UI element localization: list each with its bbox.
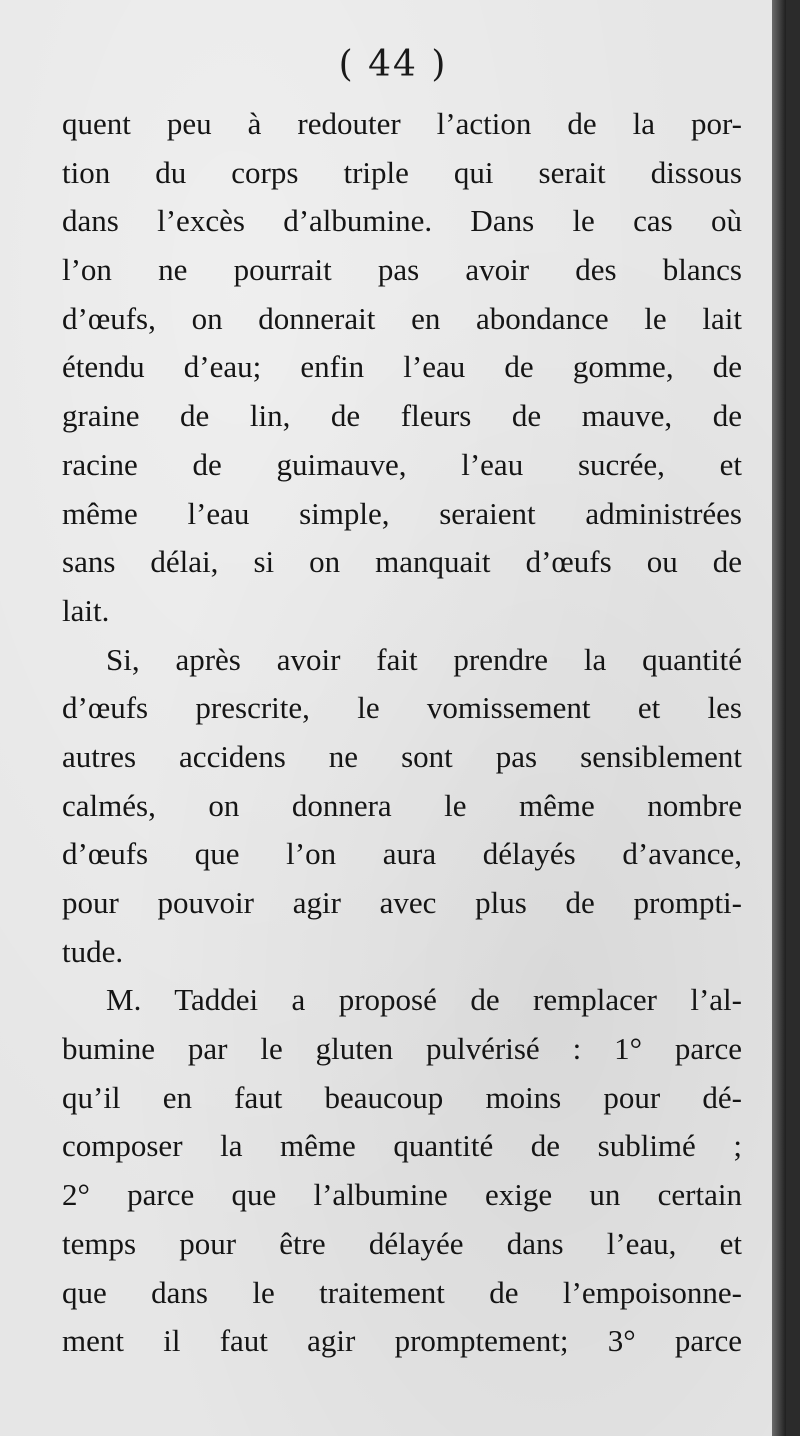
page-edge-shadow	[772, 0, 786, 1436]
text-line: d’œufs prescrite, le vomissement et les	[62, 690, 742, 726]
text-line: sans délai, si on manquait d’œufs ou de	[62, 544, 742, 580]
text-line: même l’eau simple, seraient administrées	[62, 495, 742, 531]
text-line: bumine par le gluten pulvérisé : 1° parce	[62, 1031, 742, 1067]
text-line: lait.	[62, 592, 110, 628]
text-line: tion du corps triple qui serait dissous	[62, 154, 742, 190]
text-line: ment il faut agir promptement; 3° parce	[62, 1323, 742, 1359]
text-line: étendu d’eau; enfin l’eau de gomme, de	[62, 349, 742, 385]
text-line: Si, après avoir fait prendre la quantité	[106, 641, 742, 677]
text-line: tude.	[62, 933, 124, 969]
text-line: temps pour être délayée dans l’eau, et	[62, 1225, 742, 1261]
text-line: l’on ne pourrait pas avoir des blancs	[62, 252, 742, 288]
page-number: ( 44 )	[338, 44, 448, 85]
text-line: dans l’excès d’albumine. Dans le cas où	[62, 203, 742, 239]
text-line: pour pouvoir agir avec plus de prompti-	[62, 885, 742, 920]
text-line: quent peu à redouter l’action de la por-	[62, 106, 742, 141]
text-line: d’œufs, on donnerait en abondance le lait	[62, 300, 742, 336]
text-line: graine de lin, de fleurs de mauve, de	[62, 398, 742, 434]
text-line: racine de guimauve, l’eau sucrée, et	[62, 446, 742, 482]
text-line: que dans le traitement de l’empoisonne-	[62, 1274, 742, 1310]
text-line: qu’il en faut beaucoup moins pour dé-	[62, 1079, 742, 1115]
text-line: composer la même quantité de sublimé ;	[62, 1128, 742, 1164]
text-line: 2° parce que l’albumine exige un certain	[62, 1177, 742, 1213]
body-text	[62, 100, 742, 1366]
text-line: autres accidens ne sont pas sensiblement	[62, 738, 742, 774]
text-line: d’œufs que l’on aura délayés d’avance,	[62, 836, 742, 872]
text-line: calmés, on donnera le même nombre	[62, 787, 742, 823]
text-line: M. Taddei a proposé de remplacer l’al-	[106, 982, 742, 1018]
